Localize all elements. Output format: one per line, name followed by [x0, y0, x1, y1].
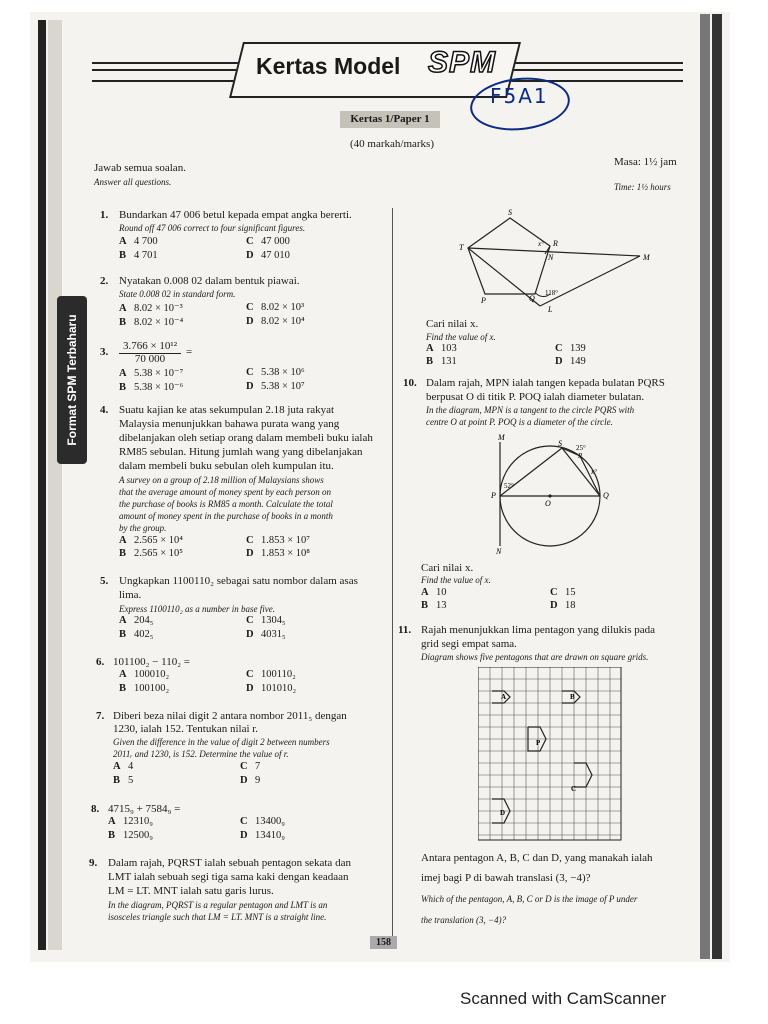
option-b[interactable]: B 4 701 [119, 250, 158, 261]
svg-text:Q: Q [529, 294, 535, 303]
svg-text:M: M [498, 434, 505, 442]
option-d[interactable]: D 1.853 × 10⁸ [246, 548, 310, 559]
svg-text:52°: 52° [504, 482, 514, 490]
svg-text:A: A [501, 693, 507, 701]
svg-text:118°: 118° [545, 289, 559, 297]
svg-text:D: D [500, 809, 506, 817]
option-c[interactable]: C 100110₂ [246, 669, 296, 680]
option-a[interactable]: A 4 700 [119, 236, 158, 247]
option-c[interactable]: C 8.02 × 10³ [246, 302, 305, 313]
option-b[interactable]: B 12500₉ [108, 830, 153, 841]
option-a[interactable]: A 5.38 × 10⁻⁷ [119, 368, 184, 379]
handwritten-note: F5A1 [490, 84, 549, 108]
instruction-en: Answer all questions. [94, 177, 172, 187]
option-b[interactable]: B 8.02 × 10⁻⁴ [119, 317, 184, 328]
option-d[interactable]: D 9 [240, 775, 261, 786]
option-c[interactable]: C 1304₅ [246, 615, 286, 626]
option-c[interactable]: C 13400₉ [240, 816, 285, 827]
option-a[interactable]: A 204₅ [119, 615, 154, 626]
marks-label: (40 markah/marks) [350, 138, 434, 150]
svg-text:L: L [548, 305, 553, 314]
option-a[interactable]: A 100010₂ [119, 669, 170, 680]
option-a[interactable]: A 4 [113, 761, 134, 772]
paper-label: Kertas 1/Paper 1 [340, 111, 440, 128]
right-edge-shadow [700, 14, 710, 959]
option-d[interactable]: D 101010₂ [246, 683, 297, 694]
svg-text:25°: 25° [576, 444, 586, 452]
spine-light [48, 20, 62, 950]
side-tab: Format SPM Terbaharu [57, 296, 87, 464]
option-b[interactable]: B 402₅ [119, 629, 154, 640]
svg-text:C: C [571, 785, 577, 793]
option-d[interactable]: D 47 010 [246, 250, 290, 261]
svg-text:x°: x° [591, 468, 597, 476]
option-c[interactable]: C 1.853 × 10⁷ [246, 535, 310, 546]
time-ms: Masa: 1½ jam [614, 156, 677, 168]
instruction-ms: Jawab semua soalan. [94, 162, 186, 174]
option-d[interactable]: D 18 [550, 600, 576, 611]
option-c[interactable]: C 7 [240, 761, 261, 772]
svg-text:R: R [578, 452, 583, 460]
option-a[interactable]: A 103 [426, 343, 457, 354]
fraction-numerator: 3.766 × 10¹² [119, 340, 181, 354]
option-d[interactable]: D 8.02 × 10⁴ [246, 316, 305, 327]
option-c[interactable]: C 15 [550, 587, 576, 598]
column-divider [392, 208, 393, 948]
option-d[interactable]: D 13410₉ [240, 830, 285, 841]
svg-text:S: S [508, 208, 512, 217]
option-b[interactable]: B 5.38 × 10⁻⁶ [119, 382, 184, 393]
option-c[interactable]: C 139 [555, 343, 586, 354]
option-d[interactable]: D 4031₅ [246, 629, 286, 640]
page-number: 158 [370, 936, 397, 949]
svg-text:T: T [459, 243, 464, 252]
svg-text:S: S [558, 439, 562, 448]
option-b[interactable]: B 13 [421, 600, 447, 611]
option-c[interactable]: C 5.38 × 10⁶ [246, 367, 305, 378]
option-a[interactable]: A 8.02 × 10⁻³ [119, 303, 183, 314]
spine-dark [38, 20, 46, 950]
svg-text:P: P [481, 296, 486, 305]
svg-text:Q: Q [603, 491, 609, 500]
svg-text:O: O [545, 499, 551, 508]
fraction-denominator: 70 000 [134, 353, 166, 365]
svg-text:R: R [553, 239, 558, 248]
svg-text:N: N [548, 253, 554, 262]
svg-text:P: P [536, 739, 541, 747]
page-title: Kertas Model [256, 53, 401, 79]
svg-text:N: N [496, 547, 502, 556]
brand-logo: SPM [428, 46, 497, 79]
option-d[interactable]: D 149 [555, 356, 586, 367]
option-b[interactable]: B 100100₂ [119, 683, 170, 694]
pentagon-grid [478, 667, 623, 842]
svg-text:P: P [491, 491, 496, 500]
option-b[interactable]: B 2.565 × 10⁵ [119, 548, 183, 559]
time-en: Time: 1½ hours [614, 182, 671, 192]
svg-text:x°: x° [538, 240, 544, 248]
option-c[interactable]: C 47 000 [246, 236, 290, 247]
option-a[interactable]: A 12310₉ [108, 816, 153, 827]
title-rule-left [92, 62, 242, 82]
scanner-watermark: Scanned with CamScanner [460, 989, 667, 1008]
svg-text:B: B [570, 693, 575, 701]
option-b[interactable]: B 5 [113, 775, 134, 786]
option-a[interactable]: A 2.565 × 10⁴ [119, 535, 183, 546]
option-b[interactable]: B 131 [426, 356, 457, 367]
svg-text:M: M [643, 253, 650, 262]
right-edge-binding [712, 14, 722, 959]
circle-diagram [488, 434, 618, 558]
pentagon-diagram [455, 206, 655, 316]
option-d[interactable]: D 5.38 × 10⁷ [246, 381, 305, 392]
option-a[interactable]: A 10 [421, 587, 447, 598]
